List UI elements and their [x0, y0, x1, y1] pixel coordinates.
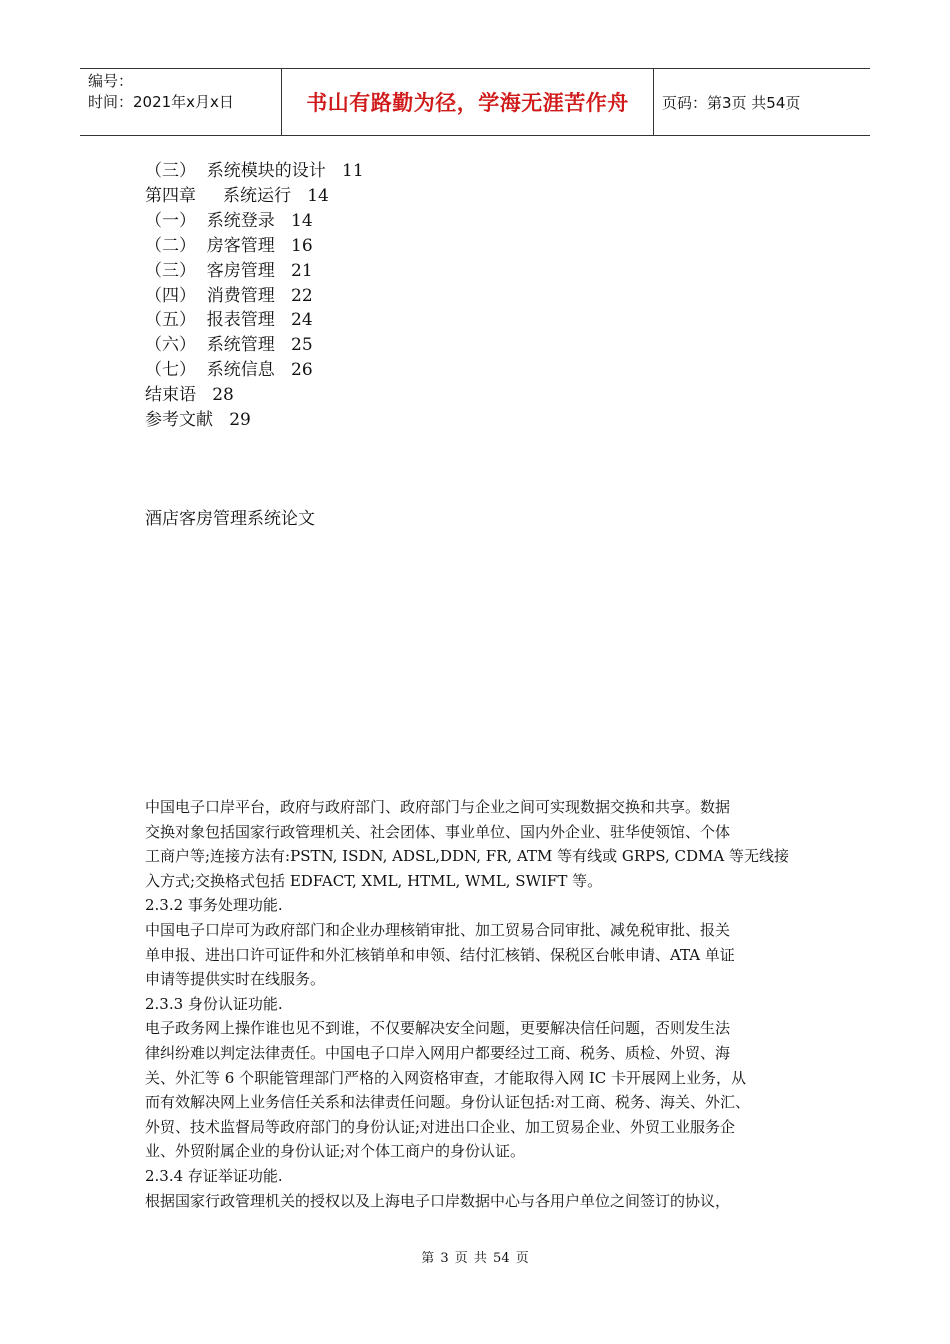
toc-entry: （二） 房客管理 16	[145, 235, 313, 256]
toc-entry: 结束语 28	[145, 385, 234, 406]
table-of-contents	[145, 159, 364, 433]
body-line: 业、外贸附属企业的身份认证;对个体工商户的身份认证。	[145, 1142, 526, 1161]
body-line: 根据国家行政管理机关的授权以及上海电子口岸数据中心与各用户单位之间签订的协议，	[145, 1191, 731, 1210]
header-meta	[80, 69, 282, 135]
toc-entry: （六） 系统管理 25	[145, 335, 313, 356]
time-label: 时间：2021年x月x日	[88, 93, 234, 111]
body-line: 关、外汇等 6 个职能管理部门严格的入网资格审查，才能取得入网 IC 卡开展网上业务，从	[145, 1068, 747, 1087]
section-heading: 2.3.2 事务处理功能.	[145, 896, 283, 915]
toc-entry: 第四章 系统运行 14	[145, 185, 329, 206]
section-heading: 2.3.3 身份认证功能.	[145, 994, 283, 1013]
toc-entry: （四） 消费管理 22	[145, 285, 313, 306]
toc-entry: （一） 系统登录 14	[145, 210, 313, 231]
toc-entry: （三） 客房管理 21	[145, 260, 313, 281]
number-label: 编号：	[88, 72, 134, 90]
toc-entry: 参考文献 29	[145, 410, 251, 431]
body-line: 中国电子口岸平台，政府与政府部门、政府部门与企业之间可实现数据交换和共享。数据	[145, 798, 731, 816]
body-line: 电子政务网上操作谁也见不到谁，不仅要解决安全问题，更要解决信任问题，否则发生法	[145, 1019, 731, 1038]
body-line: 而有效解决网上业务信任关系和法律责任问题。身份认证包括:对工商、税务、海关、外汇、	[145, 1093, 751, 1112]
toc-entry: （七） 系统信息 26	[145, 360, 313, 381]
header-page-info: 页码：第3页 共54页	[662, 93, 801, 112]
body-line: 入方式;交换格式包括 EDFACT, XML, HTML, WML, SWIFT 等。	[145, 871, 603, 890]
page-footer: 第 3 页 共 54 页	[421, 1251, 529, 1266]
body-line: 中国电子口岸可为政府部门和企业办理核销审批、加工贸易合同审批、减免税审批、报关	[145, 920, 731, 939]
body-line: 交换对象包括国家行政管理机关、社会团体、事业单位、国内外企业、驻华使领馆、个体	[145, 822, 731, 841]
document-subtitle: 酒店客房管理系统论文	[145, 509, 315, 529]
page-header	[80, 68, 870, 136]
section-heading: 2.3.4 存证举证功能.	[145, 1166, 283, 1185]
body-line: 律纠纷难以判定法律责任。中国电子口岸入网用户都要经过工商、税务、质检、外贸、海	[145, 1043, 731, 1062]
body-line: 单申报、进出口许可证件和外汇核销单和申领、结付汇核销、保税区台帐申请、ATA 单证	[145, 945, 735, 964]
body-line: 外贸、技术监督局等政府部门的身份认证;对进出口企业、加工贸易企业、外贸工业服务企	[145, 1117, 736, 1136]
body-text	[145, 795, 815, 1213]
toc-entry: （五） 报表管理 24	[145, 310, 313, 331]
toc-entry: （三） 系统模块的设计 11	[145, 161, 364, 181]
body-line: 工商户等;连接方法有:PSTN, ISDN, ADSL,DDN, FR, ATM 等有线或 GRPS, CDMA 等无线接	[145, 847, 789, 866]
header-motto: 书山有路勤为径，学海无涯苦作舟	[282, 69, 654, 135]
body-line: 申请等提供实时在线服务。	[145, 970, 326, 989]
